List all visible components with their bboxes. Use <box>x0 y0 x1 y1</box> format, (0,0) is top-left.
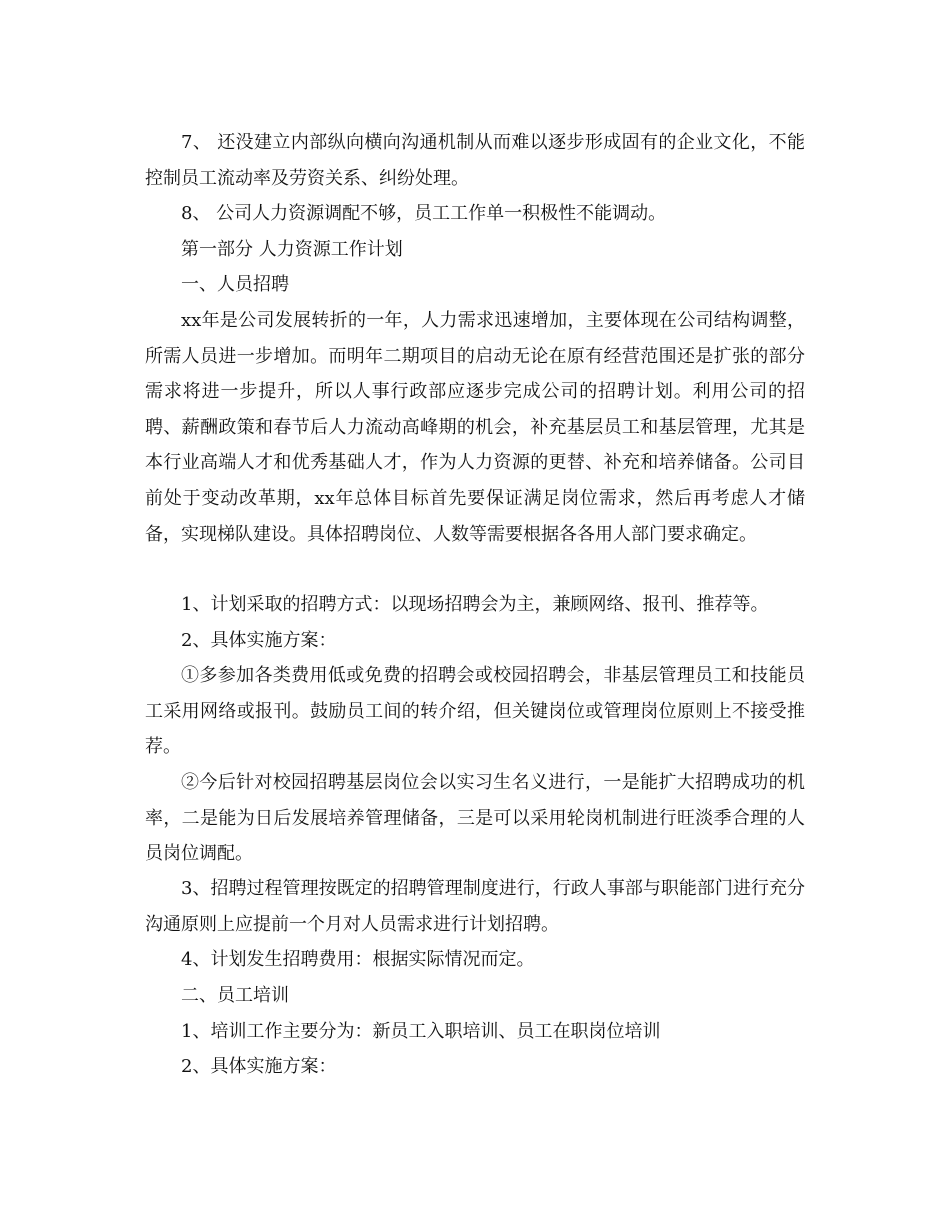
paragraph-item-8: 8、 公司人力资源调配不够，员工工作单一积极性不能调动。 <box>181 203 667 224</box>
paragraph-implementation-plan: 2、具体实施方案： <box>181 630 337 651</box>
section-heading: 第一部分 人力资源工作计划 <box>181 239 403 260</box>
paragraph-training-types: 1、培训工作主要分为：新员工入职培训、员工在职岗位培训 <box>181 1021 661 1042</box>
paragraph-plan-item-2: ②今后针对校园招聘基层岗位会以实习生名义进行，一是能扩大招聘成功的机率，二是能为日后发展培养管理储备，三是可以采用轮岗机制进行旺淡季合理的人员岗位调配。 <box>145 772 805 865</box>
paragraph-training-plan: 2、具体实施方案： <box>181 1056 337 1077</box>
paragraph-recruitment-process: 3、招聘过程管理按既定的招聘管理制度进行，行政人事部与职能部门进行充分沟通原则上应提前一个月对人员需求进行计划招聘。 <box>145 878 805 935</box>
paragraph-recruitment-cost: 4、计划发生招聘费用：根据实际情况而定。 <box>181 949 535 970</box>
paragraph-item-7: 7、 还没建立内部纵向横向沟通机制从而难以逐步形成固有的企业文化，不能控制员工流动率及劳资关系、纠纷处理。 <box>145 132 805 189</box>
paragraph-recruitment-method: 1、计划采取的招聘方式：以现场招聘会为主，兼顾网络、报刊、推荐等。 <box>181 594 769 615</box>
subsection-heading-recruitment: 一、人员招聘 <box>181 274 289 295</box>
subsection-heading-training: 二、员工培训 <box>181 985 289 1006</box>
paragraph-recruitment-overview: xx年是公司发展转折的一年，人力需求迅速增加，主要体现在公司结构调整，所需人员进一步增加。而明年二期项目的启动无论在原有经营范围还是扩张的部分需求将进一步提升，所以人事行政部应逐步完成公司的招聘计划。利用公司的招聘、薪酬政策和春节后人力流动高峰期的机会，补充基层员工和基层管理，尤其是本行业高端人才和优秀基础人才，作为人力资源的更替、补充和培养储备。公司目前处于变动改革期，xx年总体目标首先要保证满足岗位需求，然后再考虑人才储备，实现梯队建设。具体招聘岗位、人数等需要根据各各用人部门要求确定。 <box>145 310 805 545</box>
paragraph-plan-item-1: ①多参加各类费用低或免费的招聘会或校园招聘会，非基层管理员工和技能员工采用网络或报刊。鼓励员工间的转介绍，但关键岗位或管理岗位原则上不接受推荐。 <box>145 665 805 758</box>
